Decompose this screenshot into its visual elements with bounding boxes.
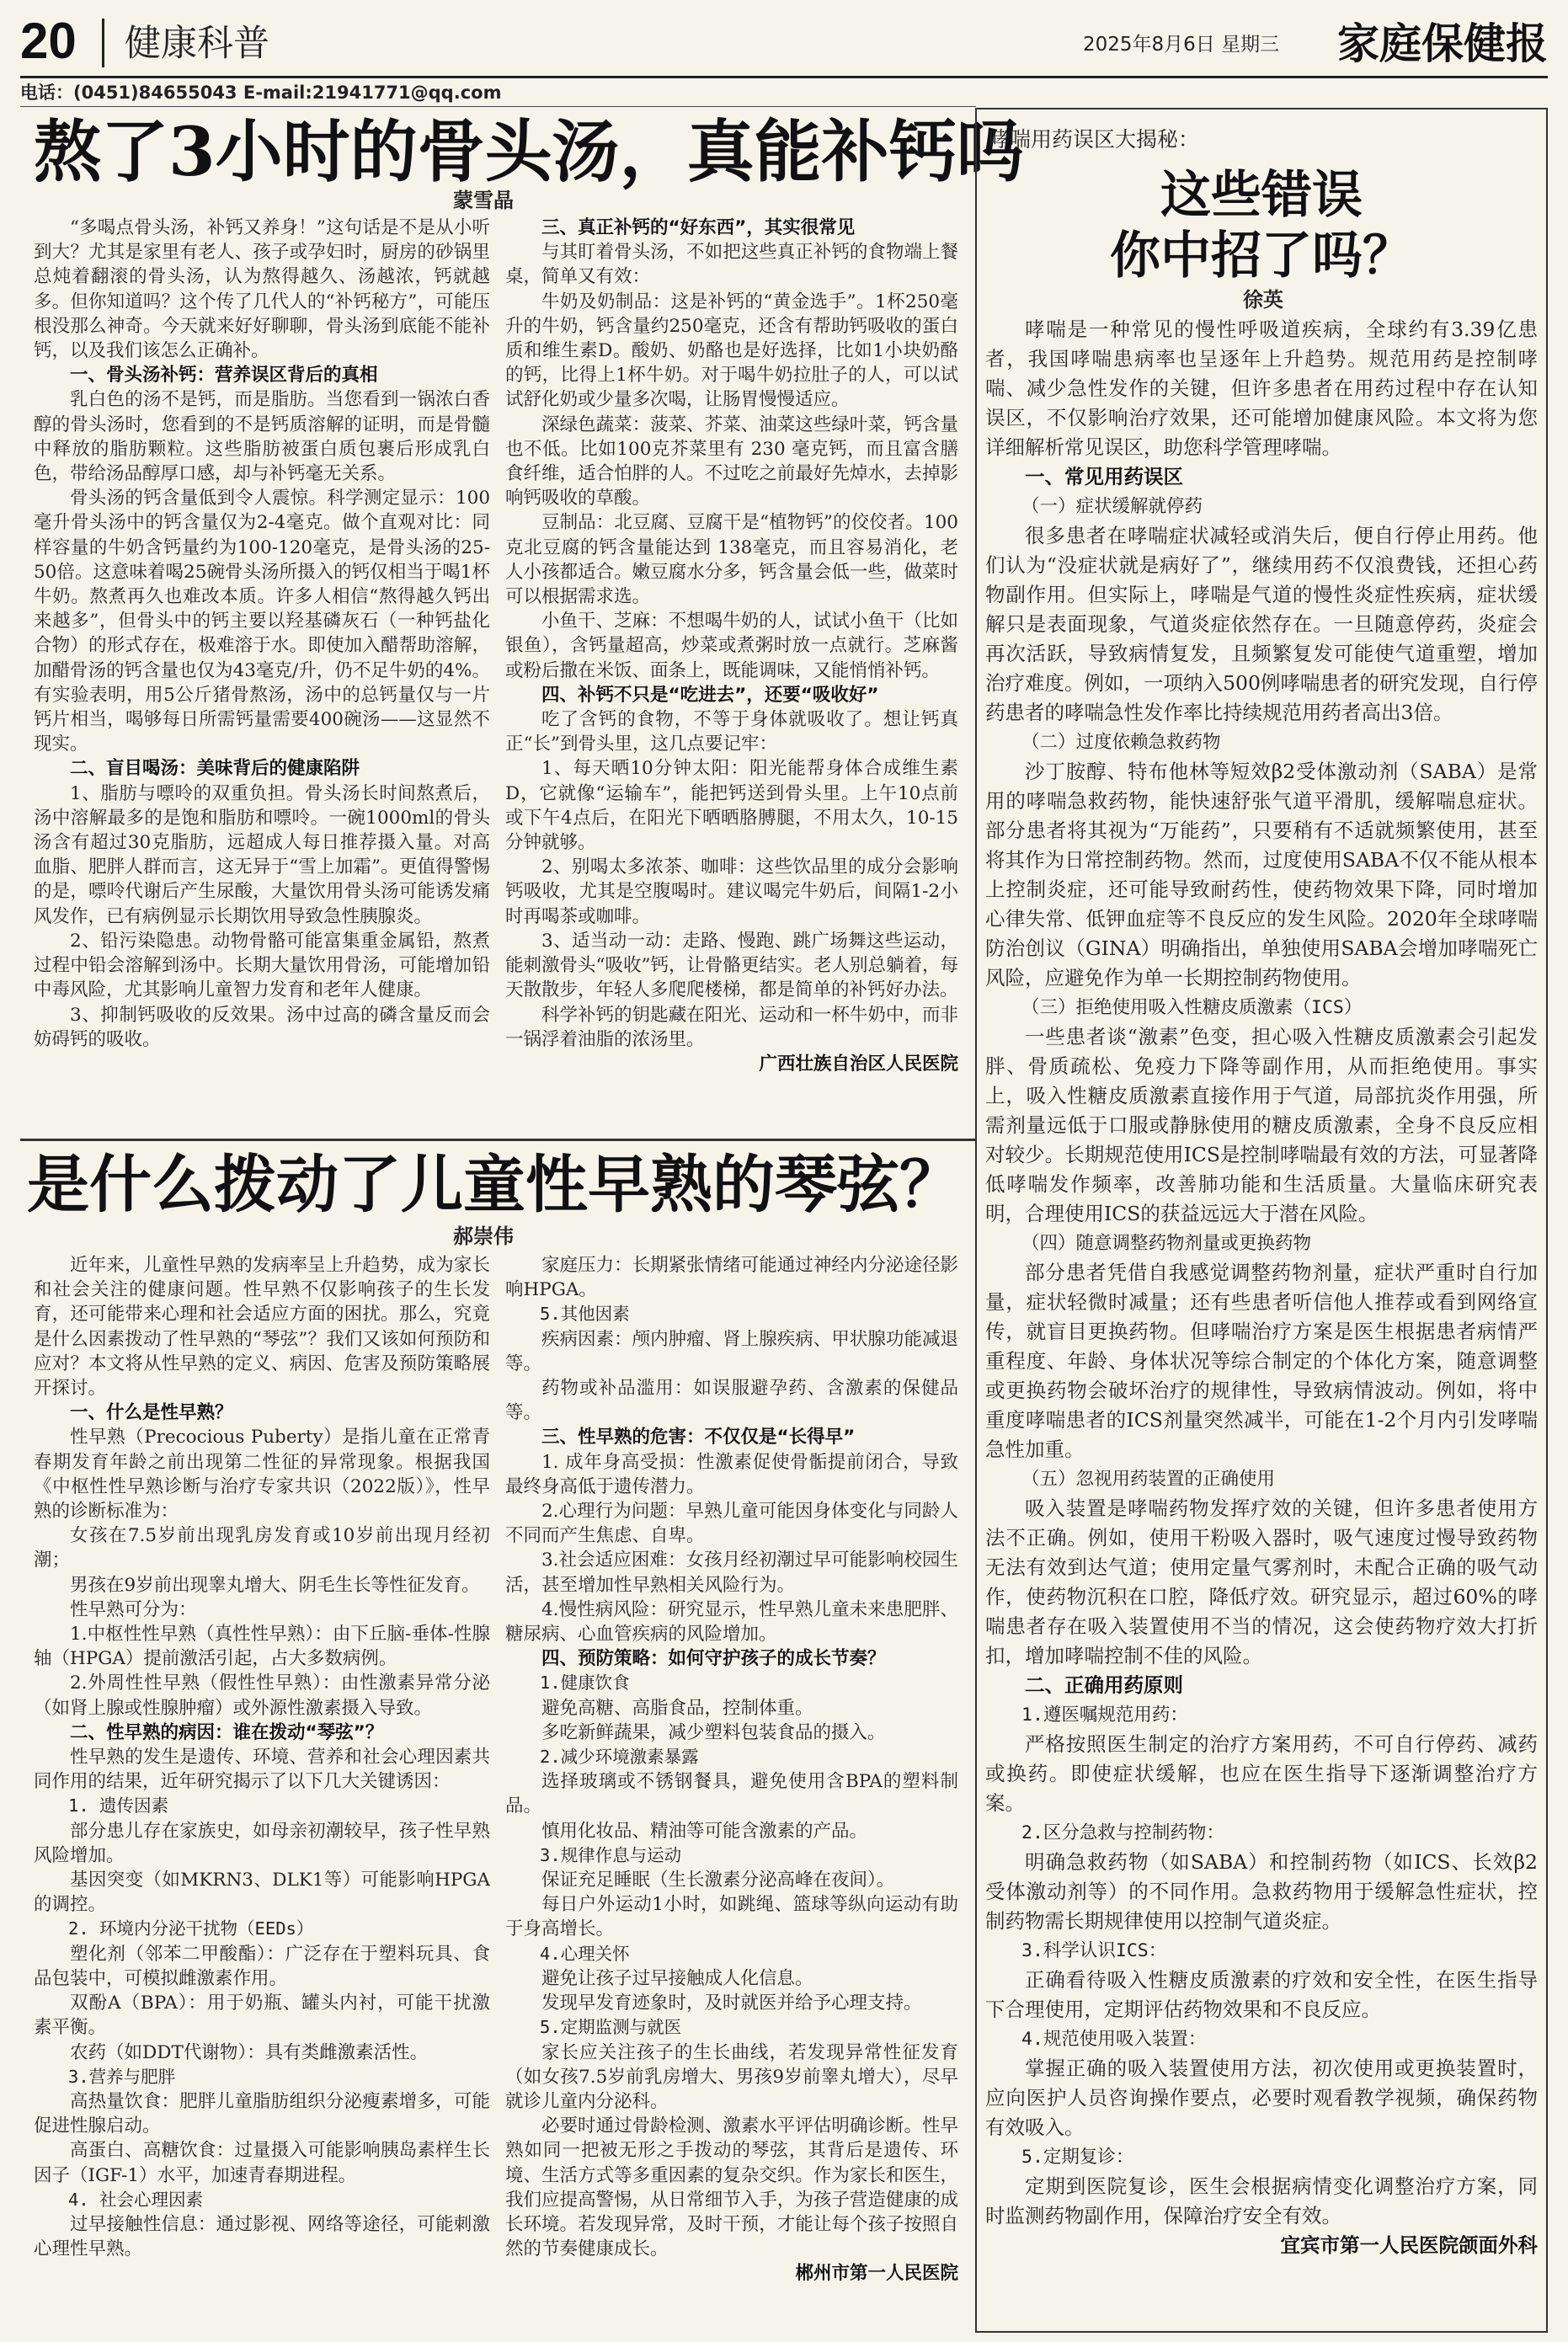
article-divider [20,1139,976,1141]
paragraph: 哮喘是一种常见的慢性呼吸道疾病，全球约有3.39亿患者，我国哮喘患病率也呈逐年上升趋势。规范用药是控制哮喘、减少急性发作的关键，但许多患者在用药过程中存在认知误区，不仅影响治疗效果，还可能增加健康风险。本文将为您详细解析常见误区，助您科学管理哮喘。 [985,317,1538,459]
section-heading: 4. 社会心理因素 [68,2189,204,2210]
paragraph: 慎用化妆品、精油等可能含激素的产品。 [541,1820,868,1842]
paragraph: 1、每天晒10分钟太阳：阳光能帮身体合成维生素D，它就像“运输车”，能把钙送到骨头里。上午10点前或下午4点后，在阳光下晒晒胳膊腿，不用太久，10-15分钟就够。 [505,758,958,854]
paragraph: 保证充足睡眠（生长激素分泌高峰在夜间）。 [541,1870,895,1891]
paragraph: 疾病因素：颅内肿瘤、肾上腺疾病、甲状腺功能减退等。 [505,1328,958,1374]
section-heading: 2.区分急救与控制药物： [1021,1822,1224,1843]
section-heading: 1.健康饮食 [540,1672,630,1694]
paragraph: 女孩在7.5岁前出现乳房发育或10岁前出现月经初潮； [34,1525,490,1571]
paragraph: 3.社会适应困难：女孩月经初潮过早可能影响校园生活，甚至增加性早熟相关风险行为。 [505,1550,958,1596]
article3-body [985,315,1538,2324]
paragraph: 避免高糖、高脂食品，控制体重。 [541,1697,813,1719]
section-heading: （三）拒绝使用吸入性糖皮质激素（ICS） [1021,997,1363,1018]
source-credit: 郴州市第一人民医院 [795,2263,958,2285]
paragraph: 部分患儿存在家族史，如母亲初潮较早，孩子性早熟风险增加。 [34,1820,490,1866]
paragraph: 一些患者谈“激素”色变，担心吸入性糖皮质激素会引起发胖、骨质疏松、免疫力下降等副作用，从而拒绝使用。事实上，吸入性糖皮质激素直接作用于气道，局部抗炎作用强，所需剂量远低于口服或静脉使用的糖皮质激素，全身不良反应相对较少。长期规范使用ICS是控制哮喘最有效的方法，可显著降低哮喘发作频率，改善肺功能和生活质量。大量临床研究表明，合理使用ICS的获益远远大于潜在风险。 [985,1025,1538,1225]
section-heading: 三、真正补钙的“好东西”，其实很常见 [541,217,856,238]
paragraph: 农药（如DDT代谢物）：具有类雌激素活性。 [70,2041,429,2063]
paragraph: 科学补钙的钥匙藏在阳光、运动和一杯牛奶中，而非一锅浮着油脂的浓汤里。 [505,1004,958,1050]
paragraph: 基因突变（如MKRN3、DLK1等）可能影响HPGA的调控。 [34,1870,490,1916]
paragraph: 药物或补品滥用：如误服避孕药、含激素的保健品等。 [505,1378,958,1424]
article3-author: 徐英 [1243,288,1283,312]
paragraph: 1. 成年身高受损：性激素促使骨骺提前闭合，导致最终身高低于遗传潜力。 [505,1451,958,1497]
article3-title [975,165,1548,286]
contact-rule [20,106,976,107]
paragraph: 2.心理行为问题：早熟儿童可能因身体变化与同龄人不同而产生焦虑、自卑。 [505,1501,958,1547]
paragraph: 3、抑制钙吸收的反效果。汤中过高的磷含量反而会妨碍钙的吸收。 [34,1004,490,1050]
section-heading: 3.规律作息与运动 [540,1844,682,1865]
paragraph: 吃了含钙的食物，不等于身体就吸收了。想让钙真正“长”到骨头里，这几点要记牢： [505,709,958,755]
paragraph: 乳白色的汤不是钙，而是脂肪。当您看到一锅浓白香醇的骨头汤时，您看到的不是钙质溶解的证明，而是骨髓中释放的脂肪颗粒。这些脂肪被蛋白质包裹后形成乳白色，带给汤品醇厚口感，却与补钙毫无关系。 [34,389,490,485]
paragraph: 高热量饮食：肥胖儿童脂肪组织分泌瘦素增多，可能促进性腺启动。 [34,2090,490,2137]
section-heading: 1.遵医嘱规范用药： [1021,1704,1188,1726]
article2-author: 郝崇伟 [453,1224,514,1248]
source-credit: 广西壮族自治区人民医院 [759,1053,958,1075]
paragraph: 过早接触性信息：通过影视、网络等途径，可能刺激心理性早熟。 [34,2213,490,2260]
source-credit: 宜宾市第一人民医院颌面外科 [1280,2233,1538,2257]
paragraph: “多喝点骨头汤，补钙又养身！”这句话是不是从小听到大？尤其是家里有老人、孩子或孕妇时，厨房的砂锅里总炖着翻滚的骨头汤，认为熬得越久、汤越浓，钙就越多。但你知道吗？这个传了几代人的“补钙秘方”，可能压根没那么神奇。今天就来好好聊聊，骨头汤到底能不能补钙，以及我们该怎么正确补。 [34,217,490,362]
paragraph: 性早熟（Precocious Puberty）是指儿童在正常青春期发育年龄之前出现第二性征的异常现象。根据我国《中枢性性早熟诊断与治疗专家共识（2022版）》，性早熟的诊断标准为： [34,1427,490,1523]
article3-title-line2: 你中招了吗？ [1110,227,1413,285]
paragraph: 高蛋白、高糖饮食：过量摄入可能影响胰岛素样生长因子（IGF-1）水平，加速青春期进程。 [34,2140,490,2186]
paragraph: 必要时通过骨龄检测、激素水平评估明确诊断。性早熟如同一把被无形之手拨动的琴弦，其背后是遗传、环境、生活方式等多重因素的复杂交织。作为家长和医生，我们应提高警惕，从日常细节入手，为孩子营造健康的成长环境。若发现异常，及时干预，才能让每个孩子按照自然的节奏健康成长。 [505,2115,958,2260]
section-heading: 3.科学认识ICS： [1021,1940,1167,1961]
paragraph: 3、适当动一动：走路、慢跑、跳广场舞这些运动，能刺激骨头“吸收”钙，让骨骼更结实。老人别总躺着，每天散散步，年轻人多爬爬楼梯，都是简单的补钙好办法。 [505,930,958,1001]
masthead [20,12,1548,77]
section-heading: 1. 遗传因素 [68,1795,169,1817]
paragraph: 掌握正确的吸入装置使用方法，初次使用或更换装置时，应向医护人员咨询操作要点，必要时观看教学视频，确保药物有效吸入。 [985,2057,1538,2139]
paragraph: 豆制品：北豆腐、豆腐干是“植物钙”的佼佼者。100克北豆腐的钙含量能达到 138毫克，而且容易消化，老人小孩都适合。嫩豆腐水分多，钙含量会低一些，做菜时可以根据需求选。 [505,512,958,608]
article3-title-line1: 这些错误 [1160,166,1363,225]
section-heading: 二、盲目喝汤：美味背后的健康陷阱 [70,758,360,780]
article1-title: 熬了3小时的骨头汤，真能补钙吗 [34,112,1024,191]
paragraph: 2、铅污染隐患。动物骨骼可能富集重金属铅，熬煮过程中铅会溶解到汤中。长期大量饮用骨汤，可能增加铅中毒风险，尤其影响儿童智力发育和老年人健康。 [34,930,490,1001]
section-heading: （五）忽视用药装置的正确使用 [1021,1469,1276,1490]
section-heading: 4.心理关怀 [540,1943,630,1964]
paragraph: 严格按照医生制定的治疗方案用药，不可自行停药、减药或换药。即使症状缓解，也应在医生指导下逐渐调整治疗方案。 [985,1732,1538,1815]
section-heading: 3.营养与肥胖 [68,2066,176,2087]
paragraph: 沙丁胺醇、特布他林等短效β2受体激动剂（SABA）是常用的哮喘急救药物，能快速舒张气道平滑肌，缓解喘息症状。部分患者将其视为“万能药”，只要稍有不适就频繁使用，甚至将其作为日常控制药物。然而，过度使用SABA不仅不能从根本上控制炎症，还可能导致耐药性，使药物效果下降，同时增加心律失常、低钾血症等不良反应的发生风险。2020年全球哮喘防治创议（GINA）明确指出，单独使用SABA会增加哮喘死亡风险，应避免作为单一长期控制药物使用。 [985,760,1538,990]
paragraph: 发现早发育迹象时，及时就医并给予心理支持。 [541,1993,922,2014]
paragraph: 每日户外运动1小时，如跳绳、篮球等纵向运动有助于身高增长。 [505,1894,958,1940]
paragraph: 牛奶及奶制品：这是补钙的“黄金选手”。1杯250毫升的牛奶，钙含量约250毫克，还含有帮助钙吸收的蛋白质和维生素D。酸奶、奶酪也是好选择，比如1小块奶酪的钙，比得上1杯牛奶。对于喝牛奶拉肚子的人，可以试试舒化奶或少量多次喝，让肠胃慢慢适应。 [505,291,958,411]
paragraph: 2.外周性性早熟（假性性早熟）：由性激素异常分泌（如肾上腺或性腺肿瘤）或外源性激素摄入导致。 [34,1672,490,1719]
paragraph: 深绿色蔬菜：菠菜、芥菜、油菜这些绿叶菜，钙含量也不低。比如100克芥菜里有 230 毫克钙，而且富含膳食纤维，适合怕胖的人。不过吃之前最好先焯水，去掉影响钙吸收的草酸。 [505,413,958,509]
paragraph: 定期到医院复诊，医生会根据病情变化调整治疗方案，同时监测药物副作用，保障治疗安全有效。 [985,2174,1538,2227]
article1-column-1 [34,216,490,1134]
paragraph: 很多患者在哮喘症状减轻或消失后，便自行停止用药。他们认为“没症状就是病好了”，继续用药不仅浪费钱，还担心药物副作用。但实际上，哮喘是气道的慢性炎症性疾病，症状缓解只是表面现象，气道炎症依然存在。一旦随意停药，炎症会再次活跃，导致病情复发，且频繁复发可能使气道重塑，增加治疗难度。例如，一项纳入500例哮喘患者的研究发现，自行停药患者的哮喘急性发作率比持续规范用药者高出3倍。 [985,524,1538,724]
section-heading: 2.减少环境激素暴露 [540,1747,699,1768]
section-heading: 2. 环境内分泌干扰物（EEDs） [68,1918,314,1939]
section-name: 健康科普 [125,23,269,65]
paragraph: 正确看待吸入性糖皮质激素的疗效和安全性，在医生指导下合理使用，定期评估药物效果和不良反应。 [985,1968,1538,2021]
paragraph: 男孩在9岁前出现睾丸增大、阴毛生长等性征发育。 [70,1574,480,1596]
paragraph: 与其盯着骨头汤，不如把这些真正补钙的食物端上餐桌，简单又有效： [505,242,958,288]
section-heading: 二、正确用药原则 [1025,1673,1183,1697]
page-number: 20 [20,13,77,69]
article2-column-1 [34,1253,490,2333]
article3-kicker: 哮喘用药误区大揭秘： [989,127,1200,152]
paragraph: 1.中枢性性早熟（真性性早熟）：由下丘脑-垂体-性腺轴（HPGA）提前激活引起，占大多数病例。 [34,1624,490,1670]
paragraph: 吸入装置是哮喘药物发挥疗效的关键，但许多患者使用方法不正确。例如，使用干粉吸入器时，吸气速度过慢导致药物无法有效到达气道；使用定量气雾剂时，未配合正确的吸气动作，使药物沉积在口腔，降低疗效。研究显示，超过60%的哮喘患者存在吸入装置使用不当的情况，这会使药物疗效大打折扣，增加哮喘控制不佳的风险。 [985,1496,1538,1667]
section-heading: 三、性早熟的危害：不仅仅是“长得早” [541,1427,856,1448]
paragraph: 家庭压力：长期紧张情绪可能通过神经内分泌途径影响HPGA。 [505,1255,958,1301]
paragraph: 1、脂肪与嘌呤的双重负担。骨头汤长时间熬煮后，汤中溶解最多的是饱和脂肪和嘌呤。一碗1000ml的骨头汤含有超过30克脂肪，远超成人每日推荐摄入量。对高血脂、肥胖人群而言，这无异于“雪上加霜”。更值得警惕的是，嘌呤代谢后产生尿酸，大量饮用骨头汤可能诱发痛风发作，已有病例显示长期饮用导致急性胰腺炎。 [34,782,490,927]
paragraph: 多吃新鲜蔬果，减少塑料包装食品的摄入。 [541,1721,886,1743]
article2-column-2 [505,1253,958,2333]
section-heading: 一、什么是性早熟？ [70,1402,233,1424]
section-heading: 四、预防策略：如何守护孩子的成长节奏？ [541,1648,886,1670]
paragraph: 性早熟的发生是遗传、环境、营养和社会心理因素共同作用的结果，近年研究揭示了以下几大关键诱因： [34,1747,490,1793]
contact-line: 电话：(0451)84655043 E-mail:21941771@qq.com [20,83,502,103]
paragraph: 塑化剂（邻苯二甲酸酯）：广泛存在于塑料玩具、食品包装中，可模拟雌激素作用。 [34,1943,490,1989]
paragraph: 近年来，儿童性早熟的发病率呈上升趋势，成为家长和社会关注的健康问题。性早熟不仅影响孩子的生长发育，还可能带来心理和社会适应方面的困扰。那么，究竟是什么因素拨动了性早熟的“琴弦”？我们又该如何预防和应对？本文将从性早熟的定义、病因、危害及预防策略展开探讨。 [34,1255,490,1400]
section-heading: 5.其他因素 [540,1304,630,1325]
paragraph: 2、别喝太多浓茶、咖啡：这些饮品里的成分会影响钙吸收，尤其是空腹喝时。建议喝完牛奶后，间隔1-2小时再喝茶或咖啡。 [505,856,958,927]
masthead-divider [102,19,104,67]
paragraph: 骨头汤的钙含量低到令人震惊。科学测定显示：100毫升骨头汤中的钙含量仅为2-4毫克。做个直观对比：同样容量的牛奶含钙量约为100-120毫克，是骨头汤的25-50倍。这意味着喝25碗骨头汤所摄入的钙仅相当于喝1杯牛奶。熬煮再久也难改本质。许多人相信“熬得越久钙出来越多”，但骨头中的钙主要以羟基磷灰石（一种钙盐化合物）的形式存在，极难溶于水。即使加入醋帮助溶解，加醋骨汤的钙含量也仅为43毫克/升，仍不足牛奶的4%。有实验表明，用5公斤猪骨熬汤，汤中的总钙量仅与一片钙片相当，喝够每日所需钙量需要400碗汤——这显然不现实。 [34,488,490,755]
section-heading: 4.规范使用吸入装置： [1021,2029,1207,2050]
issue-date: 2025年8月6日 星期三 [1083,34,1280,56]
paragraph: 性早熟可分为： [70,1598,197,1620]
section-heading: （二）过度依赖急救药物 [1021,732,1221,753]
paragraph: 小鱼干、芝麻：不想喝牛奶的人，试试小鱼干（比如银鱼），含钙量超高，炒菜或煮粥时放一点就行。芝麻酱或粉后撒在米饭、面条上，既能调味，又能悄悄补钙。 [505,611,958,681]
paragraph: 部分患者凭借自我感觉调整药物剂量，症状严重时自行加量，症状轻微时减量；还有些患者听信他人推荐或看到网络宣传，就盲目更换药物。但哮喘治疗方案是医生根据患者病情严重程度、年龄、身体状况等综合制定的个体化方案，随意调整或更换药物会破坏治疗的规律性，导致病情波动。例如，将中重度哮喘患者的ICS剂量突然减半，可能在1-2个月内引发哮喘急性加重。 [985,1261,1538,1461]
paragraph: 选择玻璃或不锈钢餐具，避免使用含BPA的塑料制品。 [505,1771,958,1817]
section-heading: 一、常见用药误区 [1025,465,1183,488]
masthead-rule [20,76,1548,78]
paragraph: 家长应关注孩子的生长曲线，若发现异常性征发育（如女孩7.5岁前乳房增大、男孩9岁前睾丸增大），尽早就诊儿童内分泌科。 [505,2041,958,2112]
article1-column-2 [505,216,958,1134]
article2-title: 是什么拨动了儿童性早熟的琴弦？ [27,1149,962,1221]
section-heading: 一、骨头汤补钙：营养误区背后的真相 [70,365,378,387]
paragraph: 4.慢性病风险：研究显示，性早熟儿童未来患肥胖、糖尿病、心血管疾病的风险增加。 [505,1598,958,1646]
paragraph: 避免让孩子过早接触成人化信息。 [541,1967,813,1989]
paragraph: 双酚A（BPA）：用于奶瓶、罐头内衬，可能干扰激素平衡。 [34,1993,490,2039]
section-heading: （一）症状缓解就停药 [1021,496,1203,517]
section-heading: 二、性早熟的病因：谁在拨动“琴弦”？ [70,1721,384,1743]
section-heading: 四、补钙不只是“吃进去”，还要“吸收好” [541,684,879,706]
paragraph: 明确急救药物（如SABA）和控制药物（如ICS、长效β2受体激动剂等）的不同作用。急救药物用于缓解急性症状，控制药物需长期规律使用以控制气道炎症。 [985,1850,1538,1933]
section-heading: 5.定期监测与就医 [540,2017,682,2038]
newspaper-name: 家庭保健报 [1337,19,1548,68]
article1-author: 蒙雪晶 [453,189,514,212]
section-heading: （四）随意调整药物剂量或更换药物 [1021,1233,1312,1254]
section-heading: 5.定期复诊： [1021,2147,1134,2168]
